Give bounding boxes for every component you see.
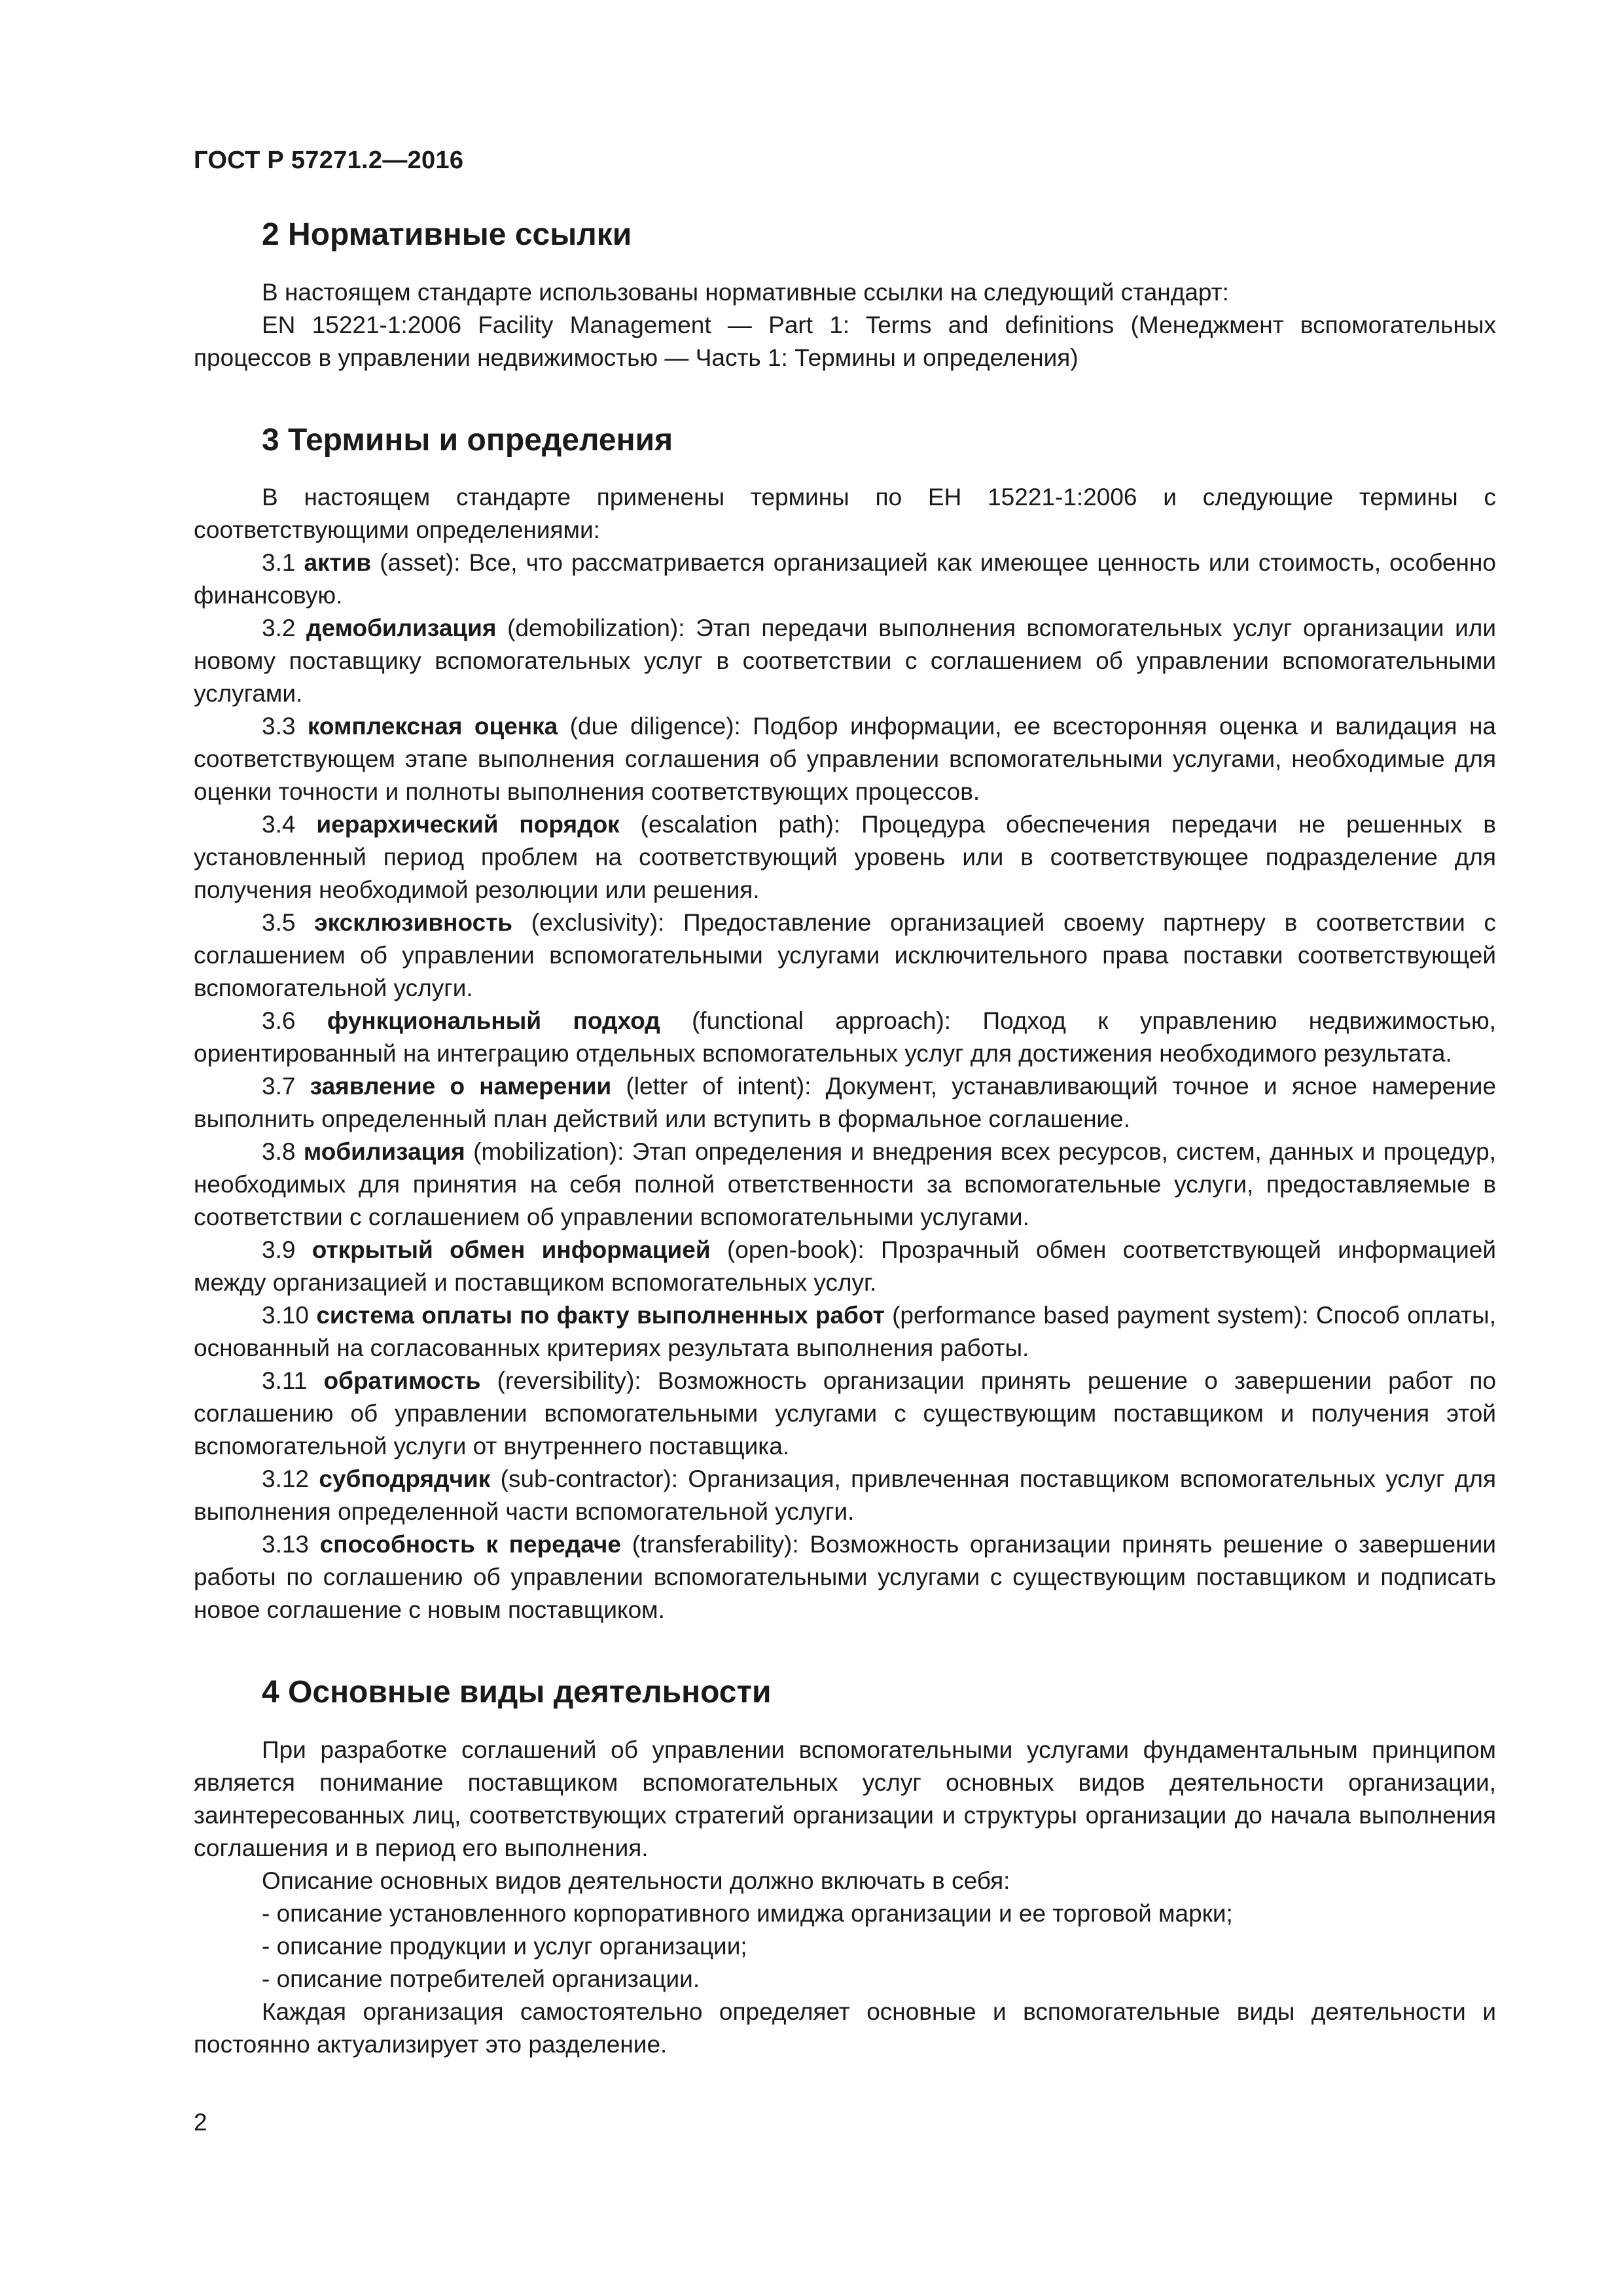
term-number: 3.3 bbox=[262, 713, 296, 740]
term-entry bbox=[194, 906, 1496, 1005]
term-number: 3.2 bbox=[262, 615, 296, 642]
term-number: 3.1 bbox=[262, 549, 296, 577]
paragraph: Описание основных видов деятельности должно включать в себя: bbox=[262, 1867, 1010, 1894]
list-item: - описание продукции и услуг организации; bbox=[262, 1932, 747, 1960]
list-item: - описание потребителей организации. bbox=[262, 1965, 700, 1992]
paragraph: В настоящем стандарте применены термины по ЕН 15221-1:2006 и следующие термины с соответствующими определениями: bbox=[194, 484, 1496, 544]
term-number: 3.8 bbox=[262, 1138, 296, 1166]
term-entry bbox=[194, 1528, 1496, 1626]
term-number: 3.6 bbox=[262, 1007, 296, 1035]
term-entry bbox=[194, 1136, 1496, 1234]
term-number: 3.12 bbox=[262, 1465, 310, 1493]
term-name: заявление о намерении bbox=[310, 1073, 612, 1100]
term-entry bbox=[194, 1299, 1496, 1365]
term-definition: (mobilization): Этап определения и внедрения всех ресурсов, систем, данных и процедур, необходимых для принятия на себя полной ответственности за вспомогательные услуги, предоставляемые в соответствии с соглашением об управлении вспомогательными услугами. bbox=[194, 1138, 1497, 1231]
term-entry bbox=[194, 1365, 1496, 1463]
term-number: 3.4 bbox=[262, 811, 296, 838]
term-name: функциональный подход bbox=[327, 1007, 660, 1035]
term-definition: (reversibility): Возможность организации принять решение о завершении работ по соглашению об управлении вспомогательными услугами с существующим поставщиком и получения этой вспомогательной услуги от внутреннего поставщика. bbox=[194, 1367, 1497, 1460]
term-name: открытый обмен информацией bbox=[312, 1236, 711, 1264]
term-definition: (escalation path): Процедура обеспечения передачи не решенных в установленный период проблем на соответствующий уровень или в соответствующее подразделение для получения необходимой резолюции или решения. bbox=[194, 811, 1497, 904]
section-normative-references bbox=[194, 216, 1496, 374]
term-number: 3.9 bbox=[262, 1236, 296, 1264]
page-number: 2 bbox=[194, 2109, 207, 2136]
term-number: 3.5 bbox=[262, 909, 296, 937]
section-main-activities bbox=[194, 1674, 1496, 2061]
term-name: иерархический порядок bbox=[316, 811, 620, 838]
term-entry bbox=[194, 1234, 1496, 1299]
term-definition: (asset): Все, что рассматривается организацией как имеющее ценность или стоимость, особенно финансовую. bbox=[194, 549, 1497, 609]
term-name: актив bbox=[304, 549, 372, 577]
term-definition: (sub-contractor): Организация, привлеченная поставщиком вспомогательных услуг для выполнения определенной части вспомогательной услуги. bbox=[194, 1465, 1497, 1526]
term-definition: (performance based payment system): Способ оплаты, основанный на согласованных критериях результата выполнения работы. bbox=[194, 1302, 1496, 1362]
term-entry bbox=[194, 612, 1496, 710]
term-definition: (demobilization): Этап передачи выполнения вспомогательных услуг организации или новому поставщику вспомогательных услуг в соответствии с соглашением об управлении вспомогательными услугами. bbox=[194, 615, 1497, 708]
term-name: система оплаты по факту выполненных работ bbox=[316, 1302, 885, 1329]
section-heading: 4 Основные виды деятельности bbox=[262, 1675, 772, 1710]
term-name: обратимость bbox=[323, 1367, 481, 1395]
term-entry bbox=[194, 1070, 1496, 1136]
term-name: демобилизация bbox=[306, 615, 497, 642]
term-number: 3.11 bbox=[262, 1367, 308, 1395]
term-entry bbox=[194, 547, 1496, 612]
paragraph: В настоящем стандарте использованы нормативные ссылки на следующий стандарт: bbox=[262, 278, 1229, 306]
paragraph: Каждая организация самостоятельно определяет основные и вспомогательные виды деятельности и постоянно актуализирует это разделение. bbox=[194, 1998, 1496, 2058]
paragraph: При разработке соглашений об управлении вспомогательными услугами фундаментальным принципом является понимание поставщиком вспомогательных услуг основных видов деятельности организации, заинтересованных лиц, соответствующих стратегий организации и структуры организации до начала выполнения соглашения и в период его выполнения. bbox=[194, 1736, 1496, 1861]
term-definition: (open-book): Прозрачный обмен соответствующей информацией между организацией и поставщиком вспомогательных услуг. bbox=[194, 1236, 1496, 1297]
term-number: 3.10 bbox=[262, 1302, 310, 1329]
term-definition: (due diligence): Подбор информации, ее всесторонняя оценка и валидация на соответствующем этапе выполнения соглашения об управлении вспомогательными услугами, необходимые для оценки точности и полноты выполнения соответствующих процессов. bbox=[194, 713, 1497, 806]
term-name: способность к передаче bbox=[319, 1531, 621, 1558]
term-definition: (functional approach): Подход к управлению недвижимостью, ориентированный на интеграцию отдельных вспомогательных услуг для достижения необходимого результата. bbox=[194, 1007, 1497, 1067]
term-name: мобилизация bbox=[303, 1138, 465, 1166]
section-terms-definitions bbox=[194, 422, 1496, 1627]
term-name: субподрядчик bbox=[319, 1465, 491, 1493]
section-heading: 3 Термины и определения bbox=[262, 422, 673, 457]
term-definition: (transferability): Возможность организации принять решение о завершении работы по соглашению об управлении вспомогательными услугами с существующим поставщиком и подписать новое соглашение с новым поставщиком. bbox=[194, 1531, 1496, 1624]
term-definition: (exclusivity): Предоставление организацией своему партнеру в соответствии с соглашением об управлении вспомогательными услугами исключительного права поставки соответствующей вспомогательной услуги. bbox=[194, 909, 1497, 1002]
term-name: эксклюзивность bbox=[314, 909, 513, 937]
term-definition: (letter of intent): Документ, устанавливающий точное и ясное намерение выполнить определенный план действий или вступить в формальное соглашение. bbox=[194, 1073, 1497, 1133]
term-entry bbox=[194, 1005, 1496, 1070]
term-entry bbox=[194, 808, 1496, 906]
document-code: ГОСТ Р 57271.2—2016 bbox=[194, 147, 464, 174]
term-number: 3.13 bbox=[262, 1531, 310, 1558]
paragraph: EN 15221-1:2006 Facility Management — Part 1: Terms and definitions (Менеджмент вспомогательных процессов в управлении недвижимостью — Часть 1: Термины и определения) bbox=[194, 311, 1496, 371]
section-heading: 2 Нормативные ссылки bbox=[262, 217, 632, 252]
term-entry bbox=[194, 710, 1496, 808]
term-entry bbox=[194, 1463, 1496, 1528]
term-number: 3.7 bbox=[262, 1073, 296, 1100]
page-content bbox=[194, 216, 1496, 2061]
term-name: комплексная оценка bbox=[307, 713, 558, 740]
list-item: - описание установленного корпоративного имиджа организации и ее торговой марки; bbox=[262, 1899, 1233, 1927]
